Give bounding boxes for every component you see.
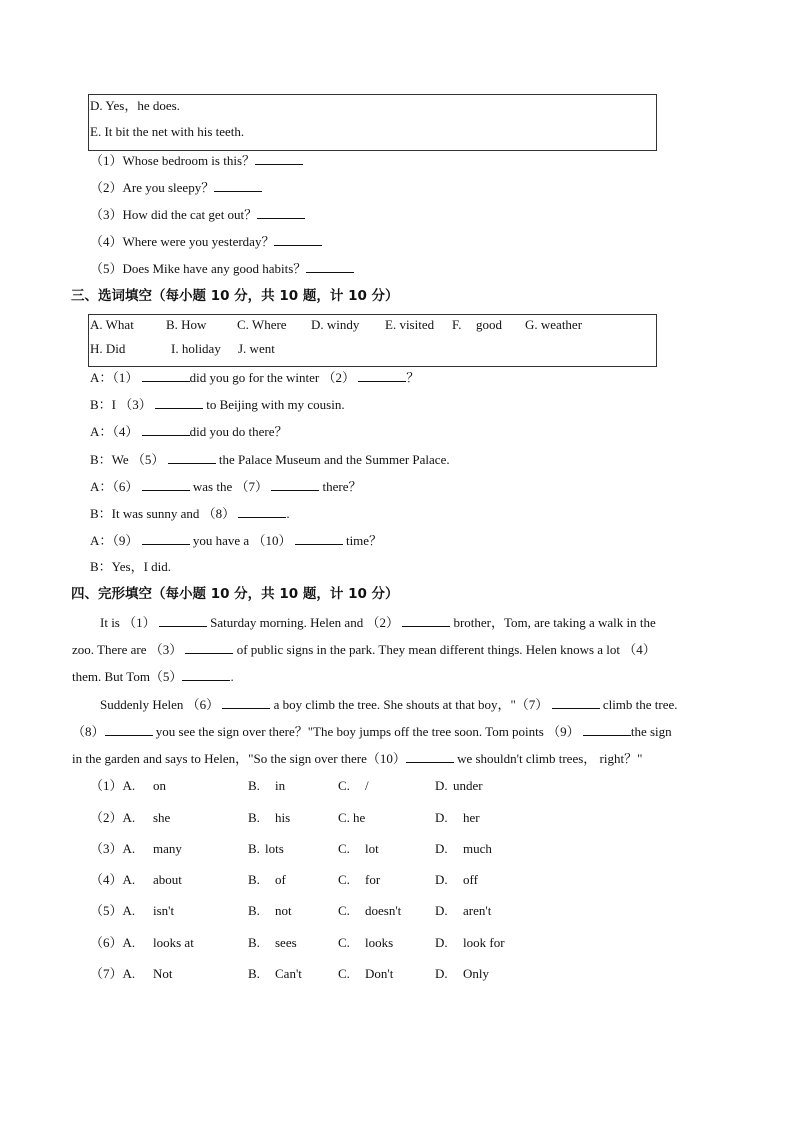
answer-blank[interactable] xyxy=(552,696,600,709)
option-d-label: D. xyxy=(435,810,448,825)
answer-blank[interactable] xyxy=(583,723,631,736)
dialog-text: the Palace Museum and the Summer Palace. xyxy=(218,452,450,467)
dialog-text: there？ xyxy=(322,479,362,494)
option-d[interactable]: under xyxy=(453,778,483,793)
passage-text: them. But Tom（5） xyxy=(72,669,183,684)
option-d[interactable]: Only xyxy=(463,966,489,981)
passage-text: . xyxy=(230,669,234,684)
dialog-line-4 xyxy=(90,451,450,468)
option-b[interactable]: Can't xyxy=(275,966,302,981)
word-a: A. What xyxy=(90,317,134,332)
option-b[interactable]: in xyxy=(275,778,286,793)
answer-blank[interactable] xyxy=(182,668,230,681)
option-d-label: D. xyxy=(435,778,448,793)
word-f: good xyxy=(476,317,502,332)
passage-text: you see the sign over there？"The boy jumps off the tree soon. Tom points （9） xyxy=(155,724,580,739)
dialog-text: did you do there？ xyxy=(189,424,288,439)
option-d[interactable]: aren't xyxy=(463,903,492,918)
answer-blank[interactable] xyxy=(142,478,190,491)
option-number: （1）A. xyxy=(90,778,136,793)
passage-text: climb the tree. xyxy=(602,697,678,712)
option-d[interactable]: her xyxy=(463,810,480,825)
answer-blank[interactable] xyxy=(295,532,343,545)
dialog-line-2 xyxy=(90,396,345,413)
answer-blank[interactable] xyxy=(274,233,322,246)
dialog-text: A：（1） xyxy=(90,370,139,385)
question-3 xyxy=(90,206,305,223)
passage-line xyxy=(100,696,678,713)
option-d[interactable]: look for xyxy=(463,935,505,950)
option-c-label: C. xyxy=(338,935,350,950)
dialog-text: was the （7） xyxy=(192,479,268,494)
passage-text: we shouldn't climb trees， right？" xyxy=(457,751,643,766)
answer-blank[interactable] xyxy=(168,451,216,464)
option-b[interactable]: not xyxy=(275,903,292,918)
passage-text: a boy climb the tree. She shouts at that boy，"（7） xyxy=(273,697,549,712)
option-d[interactable]: much xyxy=(463,841,492,856)
question-2 xyxy=(90,179,262,196)
dialog-line-5 xyxy=(90,478,361,495)
option-a[interactable]: Not xyxy=(153,966,173,981)
passage-text: in the garden and says to Helen，"So the sign over there（10） xyxy=(72,751,406,766)
option-number: （5）A. xyxy=(90,903,136,918)
option-b-label: B. xyxy=(248,966,260,981)
dialog-line-7 xyxy=(90,532,382,549)
answer-blank[interactable] xyxy=(406,750,454,763)
option-d: D. Yes，he does. xyxy=(90,98,180,113)
option-b-label: B. xyxy=(248,810,260,825)
option-b[interactable]: sees xyxy=(275,935,297,950)
dialog-text: to Beijing with my cousin. xyxy=(206,397,345,412)
option-b-label: B. xyxy=(248,872,260,887)
dialog-text: A：（9） xyxy=(90,533,139,548)
passage-text: （8） xyxy=(72,724,105,739)
option-c[interactable]: doesn't xyxy=(365,903,402,918)
answer-blank[interactable] xyxy=(222,696,270,709)
question-1-text: （1）Whose bedroom is this？ xyxy=(90,153,256,168)
option-a[interactable]: many xyxy=(153,841,182,856)
option-a[interactable]: about xyxy=(153,872,182,887)
option-b[interactable]: his xyxy=(275,810,291,825)
section3-heading: 三、选词填空（每小题 10 分，共 10 题，计 10 分） xyxy=(71,288,399,304)
question-2-text: （2）Are you sleepy？ xyxy=(90,180,215,195)
option-c[interactable]: for xyxy=(365,872,381,887)
option-d-label: D. xyxy=(435,841,448,856)
answer-blank[interactable] xyxy=(358,369,406,382)
passage-line xyxy=(72,723,672,740)
answer-blank[interactable] xyxy=(257,206,305,219)
passage-text: It is （1） xyxy=(100,615,156,630)
option-b-label: B. xyxy=(248,903,260,918)
passage-line xyxy=(100,614,656,631)
answer-blank[interactable] xyxy=(271,478,319,491)
dialog-text: B：It was sunny and （8） xyxy=(90,506,236,521)
answer-blank[interactable] xyxy=(105,723,153,736)
answer-blank[interactable] xyxy=(214,179,262,192)
word-i: I. holiday xyxy=(171,341,221,356)
option-d-label: D. xyxy=(435,935,448,950)
passage-text: of public signs in the park. They mean different things. Helen knows a lot （4） xyxy=(236,642,656,657)
option-d-label: D. xyxy=(435,903,448,918)
option-b[interactable]: lots xyxy=(265,841,284,856)
word-d: D. windy xyxy=(311,317,360,332)
section4-heading: 四、完形填空（每小题 10 分，共 10 题，计 10 分） xyxy=(71,586,399,602)
answer-blank[interactable] xyxy=(306,260,354,273)
answer-blank[interactable] xyxy=(155,396,203,409)
answer-blank[interactable] xyxy=(159,614,207,627)
option-d[interactable]: off xyxy=(463,872,478,887)
option-b-label: B. xyxy=(248,935,260,950)
question-5-text: （5）Does Mike have any good habits？ xyxy=(90,261,307,276)
option-c-label: C. xyxy=(338,778,350,793)
word-b: B. How xyxy=(166,317,207,332)
question-4-text: （4）Where were you yesterday？ xyxy=(90,234,275,249)
answer-blank[interactable] xyxy=(255,152,303,165)
answer-blank[interactable] xyxy=(142,423,190,436)
option-c-label: C. xyxy=(338,872,350,887)
option-a[interactable]: isn't xyxy=(153,903,175,918)
question-5 xyxy=(90,260,354,277)
option-d-label: D. xyxy=(435,966,448,981)
answer-blank[interactable] xyxy=(402,614,450,627)
option-c[interactable]: lot xyxy=(365,841,379,856)
passage-line xyxy=(72,750,642,767)
option-c[interactable]: / xyxy=(365,778,369,793)
word-h: H. Did xyxy=(90,341,126,356)
dialog-text: ？ xyxy=(406,370,420,385)
option-d-label: D. xyxy=(435,872,448,887)
option-c[interactable]: Don't xyxy=(365,966,394,981)
answer-blank[interactable] xyxy=(142,532,190,545)
passage-text: brother，Tom, are taking a walk in the xyxy=(453,615,656,630)
word-f-label: F. xyxy=(452,317,462,332)
passage-text: zoo. There are （3） xyxy=(72,642,183,657)
option-b-label: B. xyxy=(248,841,260,856)
word-j: J. went xyxy=(238,341,275,356)
question-4 xyxy=(90,233,322,250)
dialog-text: . xyxy=(286,506,290,521)
option-c-label: C. xyxy=(338,903,350,918)
option-e: E. It bit the net with his teeth. xyxy=(90,124,245,139)
passage-text: Suddenly Helen （6） xyxy=(100,697,220,712)
passage-line xyxy=(72,668,234,685)
dialog-line-3 xyxy=(90,423,287,440)
word-e: E. visited xyxy=(385,317,435,332)
option-c-label: C. xyxy=(338,810,350,825)
dialog-text: A：（6） xyxy=(90,479,139,494)
option-c-label: C. xyxy=(338,841,350,856)
option-number: （3）A. xyxy=(90,841,136,856)
option-c-label: C. xyxy=(338,966,350,981)
question-1 xyxy=(90,152,303,169)
option-number: （4）A. xyxy=(90,872,136,887)
answer-blank[interactable] xyxy=(185,641,233,654)
word-c: C. Where xyxy=(237,317,287,332)
option-a[interactable]: looks at xyxy=(153,935,194,950)
dialog-text: B：I （3） xyxy=(90,397,152,412)
passage-line xyxy=(72,641,656,658)
question-3-text: （3）How did the cat get out？ xyxy=(90,207,258,222)
option-number: （2）A. xyxy=(90,810,136,825)
dialog-line-8 xyxy=(90,559,171,575)
word-g: G. weather xyxy=(525,317,583,332)
option-c[interactable]: he xyxy=(353,810,366,825)
option-b-label: B. xyxy=(248,778,260,793)
passage-text: Saturday morning. Helen and （2） xyxy=(210,615,399,630)
answer-blank[interactable] xyxy=(142,369,190,382)
option-b[interactable]: of xyxy=(275,872,286,887)
dialog-text: you have a （10） xyxy=(192,533,292,548)
dialog-text: time？ xyxy=(345,533,383,548)
option-number: （7）A. xyxy=(90,966,136,981)
option-c[interactable]: looks xyxy=(365,935,394,950)
dialog-text: B：We （5） xyxy=(90,452,165,467)
option-a[interactable]: she xyxy=(153,810,171,825)
dialog-line-1 xyxy=(90,369,419,386)
dialog-text: did you go for the winter （2） xyxy=(189,370,356,385)
passage-text: the sign xyxy=(630,724,672,739)
option-number: （6）A. xyxy=(90,935,136,950)
answer-blank[interactable] xyxy=(238,505,286,518)
dialog-text: A：（4） xyxy=(90,424,139,439)
dialog-line-6 xyxy=(90,505,290,522)
option-a[interactable]: on xyxy=(153,778,166,793)
dialog-text: B：Yes，I did. xyxy=(90,559,172,574)
